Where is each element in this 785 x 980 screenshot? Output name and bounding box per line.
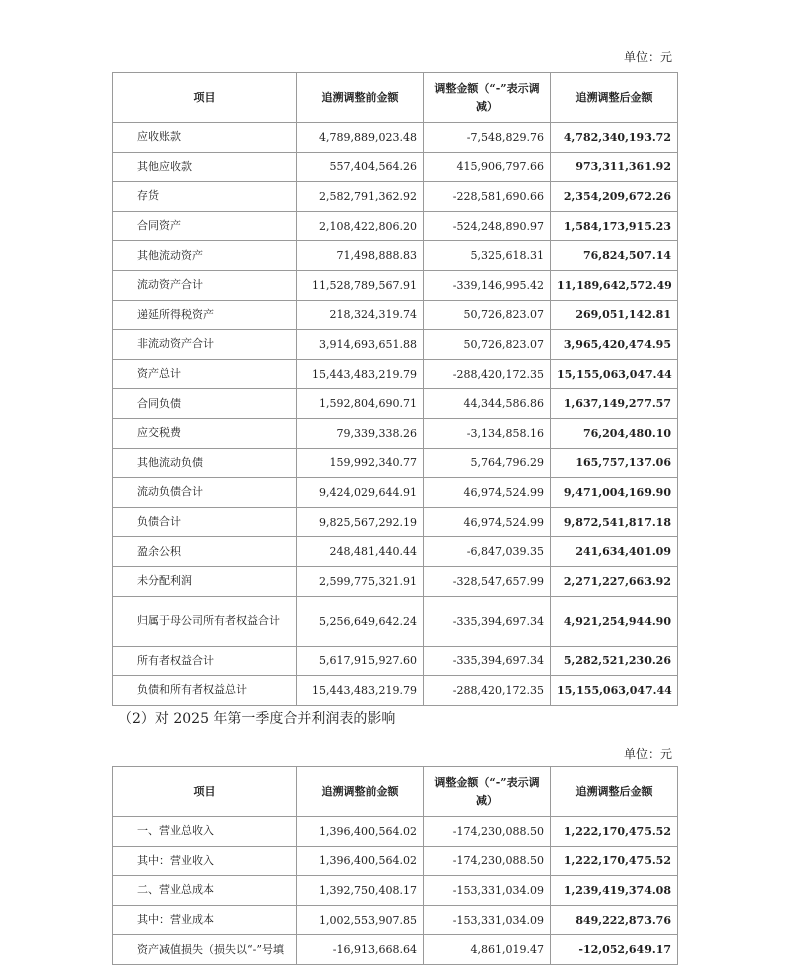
header-adjustment: 调整金额（“-”表示调减） [424,73,551,123]
amount-before: 1,002,553,907.85 [297,905,424,935]
amount-after: 1,222,170,475.52 [551,817,678,847]
income-statement-impact-table [112,766,678,965]
balance-sheet-impact-table [112,72,678,706]
amount-adjustment: 415,906,797.66 [424,152,551,182]
amount-adjustment: -328,547,657.99 [424,566,551,596]
amount-before: 5,617,915,927.60 [297,646,424,676]
table-row [113,478,678,508]
amount-adjustment: 50,726,823.07 [424,300,551,330]
table-row [113,646,678,676]
amount-before: 1,392,750,408.17 [297,876,424,906]
unit-label: 单位：元 [623,50,672,64]
table-row [113,330,678,360]
header-adjustment: 调整金额（“-”表示调减） [424,767,551,817]
amount-before: 5,256,649,642.24 [297,596,424,646]
row-item-label: 应交税费 [113,418,297,448]
amount-adjustment: -3,134,858.16 [424,418,551,448]
amount-after: 1,239,419,374.08 [551,876,678,906]
amount-adjustment: -6,847,039.35 [424,537,551,567]
row-item-label: 二、营业总成本 [113,876,297,906]
amount-adjustment: 50,726,823.07 [424,330,551,360]
amount-adjustment: -153,331,034.09 [424,905,551,935]
amount-after: 15,155,063,047.44 [551,676,678,706]
header-after: 追溯调整后金额 [551,767,678,817]
table-row [113,876,678,906]
amount-adjustment: -153,331,034.09 [424,876,551,906]
amount-adjustment: 5,325,618.31 [424,241,551,271]
amount-before: 2,108,422,806.20 [297,211,424,241]
amount-after: 1,222,170,475.52 [551,846,678,876]
row-item-label: 非流动资产合计 [113,330,297,360]
table-row [113,418,678,448]
amount-after: 4,782,340,193.72 [551,123,678,153]
row-item-label: 负债合计 [113,507,297,537]
amount-adjustment: 44,344,586.86 [424,389,551,419]
row-item-label: 所有者权益合计 [113,646,297,676]
amount-after: 76,204,480.10 [551,418,678,448]
amount-before: 15,443,483,219.79 [297,676,424,706]
table-row [113,123,678,153]
table-row [113,676,678,706]
amount-after: 1,637,149,277.57 [551,389,678,419]
table-row [113,359,678,389]
row-item-label: 资产减值损失（损失以“-”号填 [113,935,297,965]
row-item-label: 未分配利润 [113,566,297,596]
amount-before: 1,396,400,564.02 [297,817,424,847]
amount-before: 1,396,400,564.02 [297,846,424,876]
row-item-label: 负债和所有者权益总计 [113,676,297,706]
table-row [113,566,678,596]
amount-before: 218,324,319.74 [297,300,424,330]
amount-adjustment: -339,146,995.42 [424,270,551,300]
amount-after: 269,051,142.81 [551,300,678,330]
table-row [113,241,678,271]
section-title: （2）对 2025 年第一季度合并利润表的影响 [118,711,396,727]
amount-adjustment: 46,974,524.99 [424,478,551,508]
amount-after: 241,634,401.09 [551,537,678,567]
amount-before: 79,339,338.26 [297,418,424,448]
amount-before: 2,582,791,362.92 [297,182,424,212]
row-item-label: 流动资产合计 [113,270,297,300]
amount-adjustment: -228,581,690.66 [424,182,551,212]
header-after: 追溯调整后金额 [551,73,678,123]
table-row [113,846,678,876]
row-item-label: 盈余公积 [113,537,297,567]
amount-before: 557,404,564.26 [297,152,424,182]
amount-after: 76,824,507.14 [551,241,678,271]
table-row [113,507,678,537]
amount-after: 3,965,420,474.95 [551,330,678,360]
table-row [113,935,678,965]
row-item-label: 合同负债 [113,389,297,419]
header-item: 项目 [113,73,297,123]
row-item-label: 其他应收款 [113,152,297,182]
amount-before: 1,592,804,690.71 [297,389,424,419]
amount-before: 9,825,567,292.19 [297,507,424,537]
amount-adjustment: -174,230,088.50 [424,817,551,847]
table-row [113,389,678,419]
amount-after: 165,757,137.06 [551,448,678,478]
table-row [113,300,678,330]
row-item-label: 其他流动负债 [113,448,297,478]
amount-after: 849,222,873.76 [551,905,678,935]
amount-adjustment: -288,420,172.35 [424,676,551,706]
header-item: 项目 [113,767,297,817]
table-row [113,448,678,478]
amount-adjustment: -288,420,172.35 [424,359,551,389]
table-row [113,817,678,847]
unit-label-2: 单位：元 [623,747,672,761]
amount-after: 2,354,209,672.26 [551,182,678,212]
table-row [113,270,678,300]
amount-before: 15,443,483,219.79 [297,359,424,389]
row-item-label: 一、营业总收入 [113,817,297,847]
amount-adjustment: 4,861,019.47 [424,935,551,965]
row-item-label: 存货 [113,182,297,212]
amount-before: 11,528,789,567.91 [297,270,424,300]
header-before: 追溯调整前金额 [297,73,424,123]
amount-before: 159,992,340.77 [297,448,424,478]
amount-after: 5,282,521,230.26 [551,646,678,676]
row-item-label: 流动负债合计 [113,478,297,508]
amount-after: 2,271,227,663.92 [551,566,678,596]
amount-before: 9,424,029,644.91 [297,478,424,508]
amount-adjustment: 5,764,796.29 [424,448,551,478]
amount-after: 973,311,361.92 [551,152,678,182]
amount-adjustment: -7,548,829.76 [424,123,551,153]
header-before: 追溯调整前金额 [297,767,424,817]
row-item-label: 合同资产 [113,211,297,241]
amount-before: 71,498,888.83 [297,241,424,271]
amount-adjustment: -335,394,697.34 [424,596,551,646]
amount-after: 15,155,063,047.44 [551,359,678,389]
amount-adjustment: -174,230,088.50 [424,846,551,876]
amount-before: 3,914,693,651.88 [297,330,424,360]
amount-after: 11,189,642,572.49 [551,270,678,300]
amount-adjustment: -524,248,890.97 [424,211,551,241]
table-row [113,182,678,212]
row-item-label: 其中：营业收入 [113,846,297,876]
row-item-label: 归属于母公司所有者权益合计 [113,596,297,646]
amount-adjustment: -335,394,697.34 [424,646,551,676]
row-item-label: 其他流动资产 [113,241,297,271]
amount-adjustment: 46,974,524.99 [424,507,551,537]
amount-before: 4,789,889,023.48 [297,123,424,153]
row-item-label: 其中：营业成本 [113,905,297,935]
table-row [113,596,678,646]
row-item-label: 应收账款 [113,123,297,153]
amount-after: 1,584,173,915.23 [551,211,678,241]
amount-after: 9,872,541,817.18 [551,507,678,537]
row-item-label: 资产总计 [113,359,297,389]
amount-after: -12,052,649.17 [551,935,678,965]
table-row [113,905,678,935]
amount-before: -16,913,668.64 [297,935,424,965]
amount-before: 248,481,440.44 [297,537,424,567]
table-row [113,211,678,241]
table-row [113,152,678,182]
table-row [113,537,678,567]
amount-after: 9,471,004,169.90 [551,478,678,508]
amount-after: 4,921,254,944.90 [551,596,678,646]
row-item-label: 递延所得税资产 [113,300,297,330]
amount-before: 2,599,775,321.91 [297,566,424,596]
